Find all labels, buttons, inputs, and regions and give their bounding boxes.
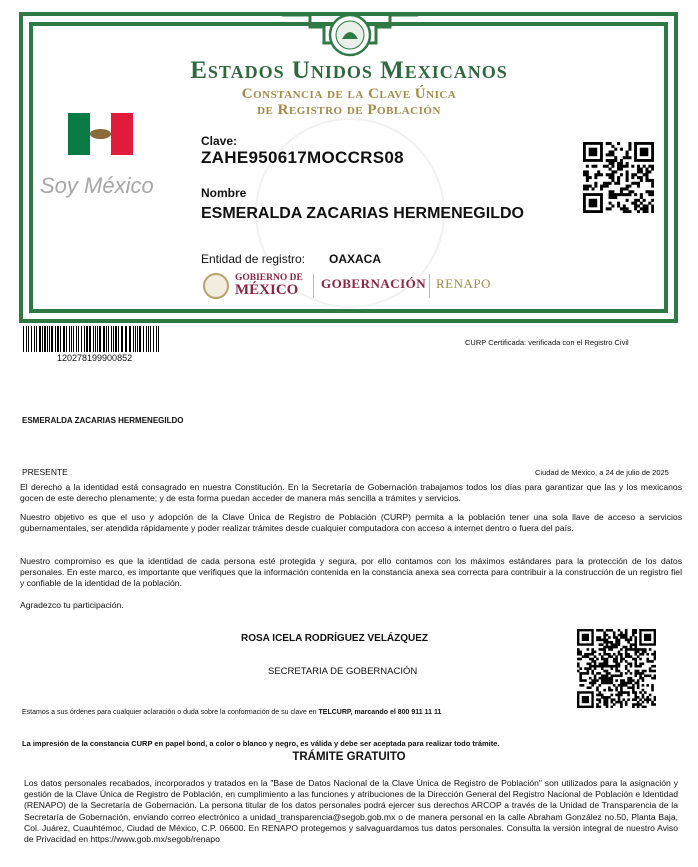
mexico-flag-icon <box>68 113 133 155</box>
entidad-value: OAXACA <box>329 252 382 266</box>
paragraph-3: Nuestro compromiso es que la identidad de cada persona esté protegida y segura, por ello contamos con los máximos estándares para la protección de los datos personales. En este marco, es importante que verifiques que la información contenida en la constancia anexa sea correcta para contribuir a la construcción de un registro fiel y confiable de la identidad de la población. <box>20 556 682 588</box>
gobierno-logo-line2: MÉXICO <box>235 282 299 299</box>
telcurp-text: TELCURP, marcando el 800 911 11 11 <box>318 709 442 716</box>
country-title: Estados Unidos Mexicanos <box>190 57 508 84</box>
signer-title: SECRETARIA DE GOBERNACIÓN <box>268 666 418 677</box>
nombre-label: Nombre <box>201 186 247 200</box>
paragraph-1: El derecho a la identidad está consagrado en nuestra Constitución. En la Secretaría de Gobernación trabajamos todos los días para garantizar que las y los mexicanos gocen de este derecho plenamente; y de esta forma puedan acceder de manera más sencilla a trámites y servicios. <box>20 482 682 503</box>
recipient-name: ESMERALDA ZACARIAS HERMENEGILDO <box>22 416 184 425</box>
soy-mexico-text: Soy México <box>40 173 154 198</box>
privacy-notice: Los datos personales recabados, incorporados y tratados en la "Base de Datos Nacional de la Clave Única de Registro de Población" son utilizados para la asignación y gestión de la Clave Única de Registro de Población, en cumplimiento a las funciones y atribuciones de la Dirección General del Registro Nacional de Población e Identidad (RENAPO) de la Secretaría de Gobernación. La persona titular de los datos personales podrá ejercer sus derechos ARCOP a través de la Unidad de Transparencia de la Secretaría de Gobernación, enviando correo electrónico a unidad_transparencia@segob.gob.mx o de manera personal en la calle Abraham González no.50, Planta Baja, Col. Juárez, Cuauhtémoc, Ciudad de México, C.P. 06600. En RENAPO protegemos y salvaguardamos tus datos personales. Consulta la versión integral de nuestro Aviso de Privacidad en https://www.gob.mx/segob/renapo <box>24 778 678 845</box>
qr-code-icon <box>583 142 654 213</box>
signer-name: ROSA ICELA RODRÍGUEZ VELÁZQUEZ <box>241 633 429 644</box>
barcode-number: 120278199900852 <box>57 353 133 363</box>
curp-certificada-text: CURP Certificada: verificada con el Registro Civil <box>465 338 629 347</box>
barcode-icon <box>23 326 159 352</box>
clave-value: ZAHE950617MOCCRS08 <box>201 148 404 167</box>
presente-text: PRESENTE <box>22 467 68 477</box>
nombre-value: ESMERALDA ZACARIAS HERMENEGILDO <box>201 205 524 222</box>
document-title-line2: de Registro de Población <box>257 102 441 118</box>
contact-line <box>22 709 441 716</box>
document-title-line1: Constancia de la Clave Única <box>241 86 457 102</box>
logo-divider <box>429 274 430 298</box>
gobierno-logo-line1: GOBIERNO DE <box>235 272 303 283</box>
gobierno-seal-icon <box>203 273 229 299</box>
national-emblem-icon <box>280 13 420 57</box>
paragraph-2: Nuestro objetivo es que el uso y adopción de la Clave Única de Registro de Población (CURP) permita a la población tener una sola llave de acceso a servicios gubernamentales, ser atendida rápidamente y poder realizar trámites desde cualquier computadora con acceso a internet dentro o fuera del país. <box>20 512 682 533</box>
gobernacion-logo: GOBERNACIÓN <box>321 276 427 291</box>
impresion-note: La impresión de la constancia CURP en papel bond, a color o blanco y negro, es válida y debe ser aceptada para realizar todo trámite. <box>22 739 500 748</box>
gobierno-de-mexico-logo <box>203 272 303 300</box>
renapo-logo: RENAPO <box>436 276 492 291</box>
logo-divider <box>313 274 314 298</box>
qr-code-icon <box>577 629 656 708</box>
tramite-gratuito: TRÁMITE GRATUITO <box>292 751 406 763</box>
contact-text: Estamos a sus órdenes para cualquier aclaración o duda sobre la conformación de su clave en <box>22 709 319 716</box>
letter-date: Ciudad de México, a 24 de julio de 2025 <box>535 468 669 477</box>
paragraph-4: Agradezco tu participación. <box>20 600 124 610</box>
clave-label: Clave: <box>201 134 238 148</box>
entidad-label: Entidad de registro: <box>201 252 306 266</box>
